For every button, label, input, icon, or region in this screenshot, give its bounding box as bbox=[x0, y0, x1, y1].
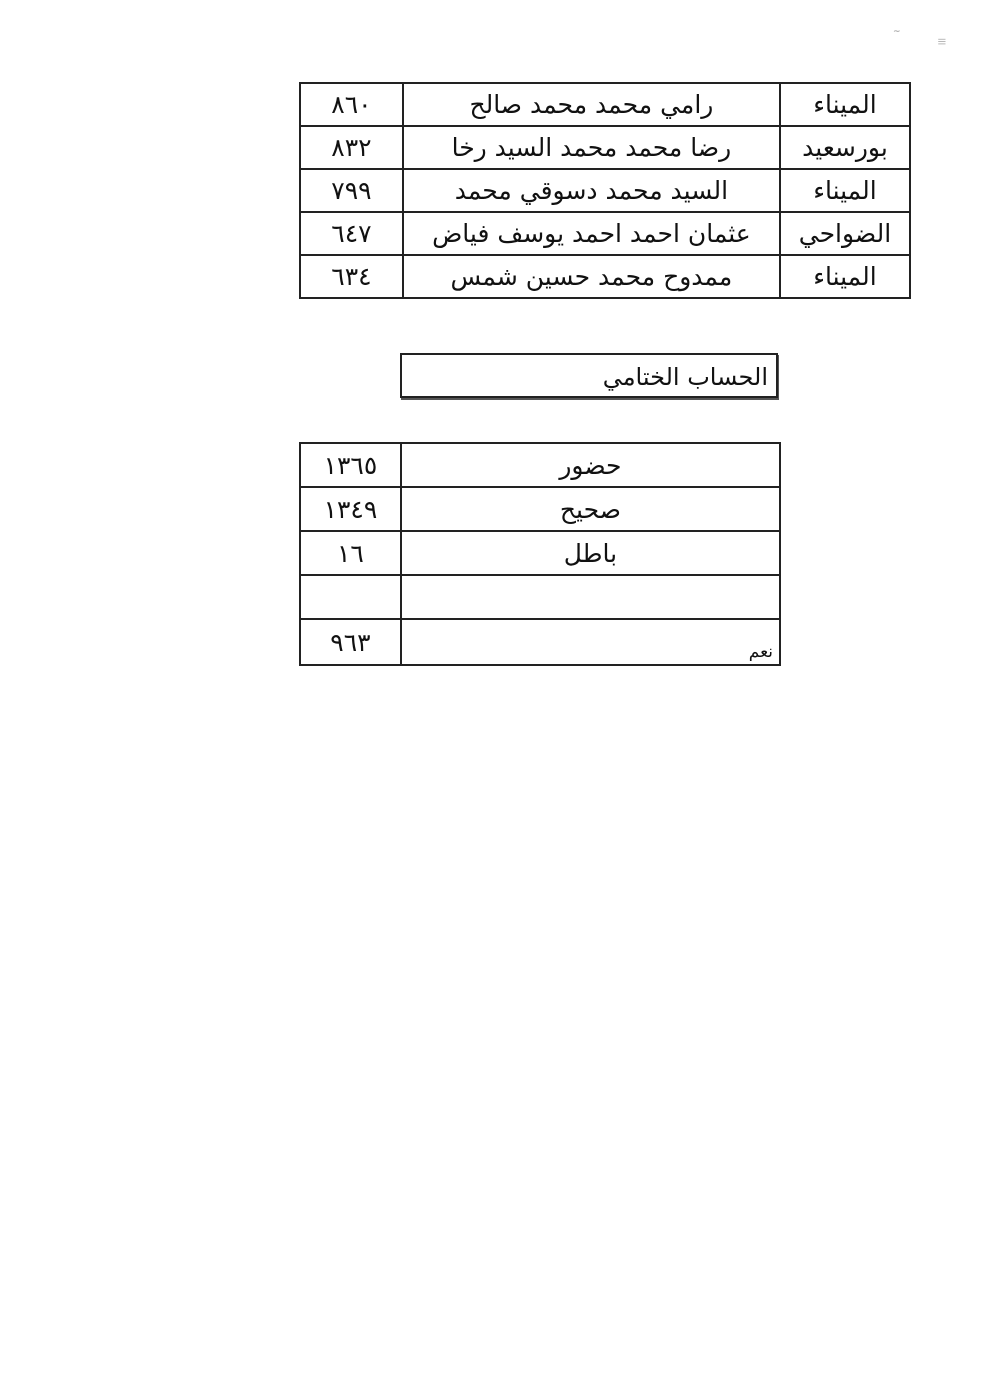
area-cell: الميناء bbox=[780, 255, 910, 298]
table-row bbox=[300, 443, 780, 487]
table-row bbox=[300, 169, 910, 212]
votes-cell: ٧٩٩ bbox=[300, 169, 403, 212]
table-row bbox=[300, 255, 910, 298]
candidate-name-cell: ممدوح محمد حسين شمس bbox=[403, 255, 780, 298]
votes-cell: ٨٦٠ bbox=[300, 83, 403, 126]
candidate-name-cell: رضا محمد محمد السيد رخا bbox=[403, 126, 780, 169]
table-row bbox=[300, 212, 910, 255]
results-table bbox=[299, 82, 911, 299]
summary-value-cell bbox=[300, 575, 401, 619]
summary-label-cell: صحيح bbox=[401, 487, 780, 531]
table-row bbox=[300, 575, 780, 619]
votes-cell: ٦٤٧ bbox=[300, 212, 403, 255]
candidate-name-cell: عثمان احمد احمد يوسف فياض bbox=[403, 212, 780, 255]
summary-label-cell bbox=[401, 575, 780, 619]
summary-value-cell: ١٣٤٩ bbox=[300, 487, 401, 531]
area-cell: الميناء bbox=[780, 83, 910, 126]
scan-mark: ||| bbox=[938, 38, 946, 46]
summary-value-cell: ٩٦٣ bbox=[300, 619, 401, 665]
candidate-name-cell: رامي محمد محمد صالح bbox=[403, 83, 780, 126]
area-cell: الضواحي bbox=[780, 212, 910, 255]
votes-cell: ٦٣٤ bbox=[300, 255, 403, 298]
scan-mark: ~ bbox=[893, 27, 901, 37]
table-row bbox=[300, 83, 910, 126]
area-cell: الميناء bbox=[780, 169, 910, 212]
summary-table bbox=[299, 442, 781, 666]
area-cell: بورسعيد bbox=[780, 126, 910, 169]
summary-value-cell: ١٦ bbox=[300, 531, 401, 575]
table-row bbox=[300, 531, 780, 575]
table-row bbox=[300, 619, 780, 665]
summary-label-cell: باطل bbox=[401, 531, 780, 575]
candidate-name-cell: السيد محمد دسوقي محمد bbox=[403, 169, 780, 212]
summary-value-cell: ١٣٦٥ bbox=[300, 443, 401, 487]
table-row bbox=[300, 126, 910, 169]
summary-label-cell: حضور bbox=[401, 443, 780, 487]
table-row bbox=[300, 487, 780, 531]
votes-cell: ٨٣٢ bbox=[300, 126, 403, 169]
summary-label-cell: نعم bbox=[401, 619, 780, 665]
final-account-title: الحساب الختامي bbox=[400, 353, 778, 398]
